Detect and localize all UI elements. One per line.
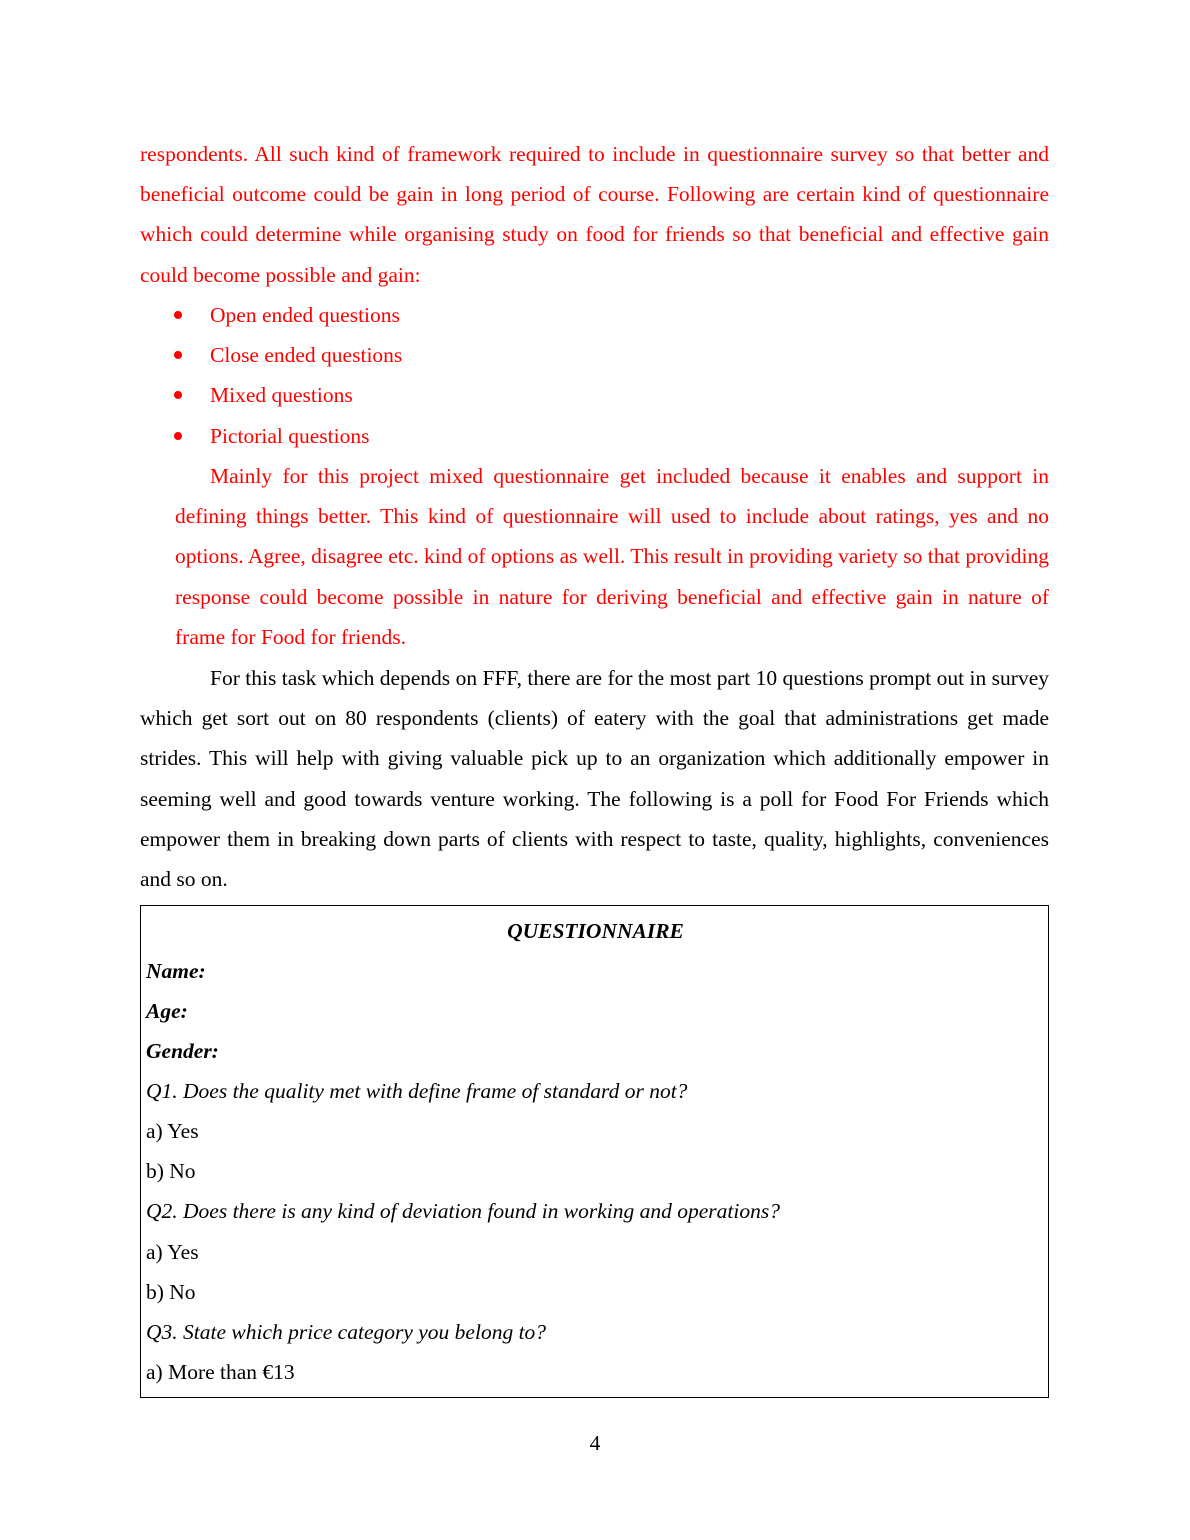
- name-label: Name:: [146, 959, 206, 983]
- question-2-option-a: a) Yes: [146, 1240, 199, 1264]
- question-2-option-b: b) No: [146, 1280, 196, 1304]
- list-item: Pictorial questions: [175, 416, 402, 456]
- gender-label: Gender:: [146, 1039, 219, 1063]
- questionnaire-box: [140, 905, 1049, 1398]
- list-item: Open ended questions: [175, 295, 402, 335]
- question-3-option-a: a) More than €13: [146, 1360, 295, 1384]
- question-3: Q3. State which price category you belong to?: [146, 1320, 547, 1344]
- intro-paragraph: respondents. All such kind of framework required to include in questionnaire survey so that better and beneficial outcome could be gain in long period of course. Following are certain kind of questionnaire which could determine while organising study on food for friends so that beneficial and effective gain could become possible and gain:: [140, 142, 1049, 287]
- bullet-icon: [174, 311, 182, 319]
- mixed-questionnaire-paragraph: Mainly for this project mixed questionnaire get included because it enables and support in defining things better. This kind of questionnaire will used to include about ratings, yes and no options. Agree, disagree etc. kind of options as well. This result in providing variety so that providing response could become possible in nature for deriving beneficial and effective gain in nature of frame for Food for friends.: [175, 464, 1049, 649]
- questionnaire-title: QUESTIONNAIRE: [507, 919, 684, 943]
- question-2: Q2. Does there is any kind of deviation found in working and operations?: [146, 1199, 780, 1223]
- page-number: 4: [589, 1431, 601, 1455]
- question-1-option-b: b) No: [146, 1159, 196, 1183]
- list-item: Mixed questions: [175, 375, 402, 415]
- bullet-icon: [174, 391, 182, 399]
- bullet-icon: [174, 432, 182, 440]
- question-1-option-a: a) Yes: [146, 1119, 199, 1143]
- list-item: Close ended questions: [175, 335, 402, 375]
- question-1: Q1. Does the quality met with define frame of standard or not?: [146, 1079, 688, 1103]
- bullet-icon: [174, 351, 182, 359]
- task-paragraph: For this task which depends on FFF, there are for the most part 10 questions prompt out in survey which get sort out on 80 respondents (clients) of eatery with the goal that administrations get made strides. This will help with giving valuable pick up to an organization which additionally empower in seeming well and good towards venture working. The following is a poll for Food For Friends which empower them in breaking down parts of clients with respect to taste, quality, highlights, conveniences and so on.: [140, 666, 1049, 892]
- age-label: Age:: [146, 999, 188, 1023]
- questionnaire-types-list: [175, 295, 402, 456]
